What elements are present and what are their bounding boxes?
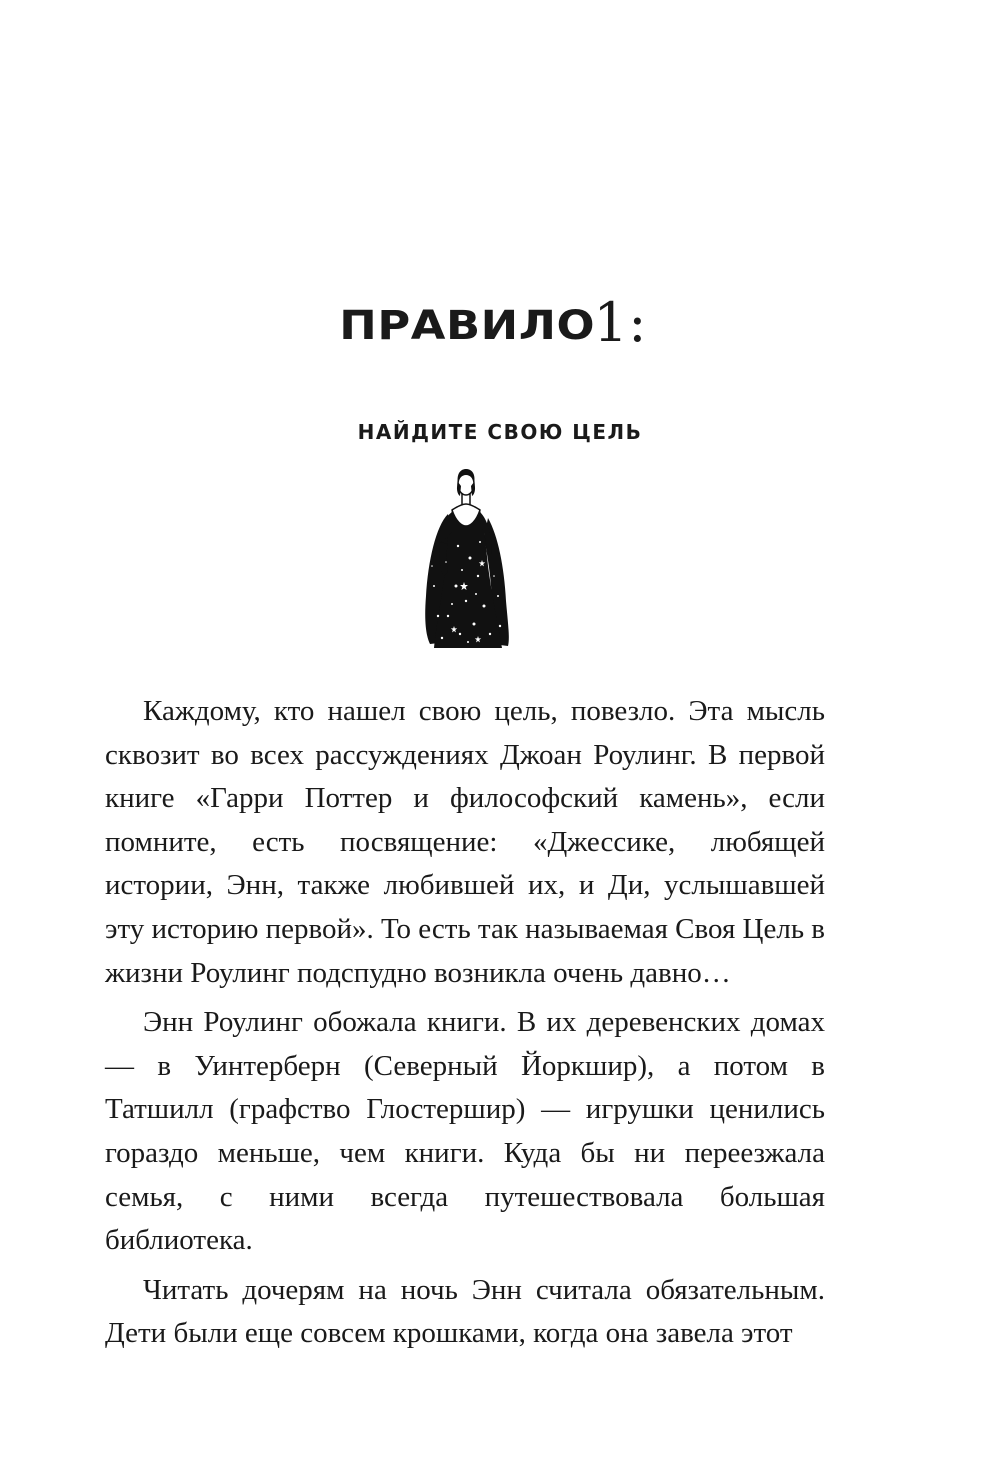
woman-in-starry-dress-icon <box>418 466 514 656</box>
rule-word: ПРАВИЛО <box>339 303 596 349</box>
paragraph-2: Энн Роулинг обожала книги. В их деревенских домах — в Уинтерберн (Северный Йоркшир), а потом в Татшилл (графство Глостершир) — игрушки ценились гораздо меньше, чем книги. Куда бы ни переезжала семья, с ними всегда путешествовала большая библиотека. <box>105 1006 825 1257</box>
chapter-subtitle: НАЙДИТЕ СВОЮ ЦЕЛЬ <box>357 420 643 444</box>
paragraph-1: Каждому, кто нашел свою цель, повезло. Эта мысль сквозит во всех рассуждениях Джоан Роулинг. В первой книге «Гарри Поттер и философский камень», если помните, есть посвящение: «Джессике, любящей истории, Энн, также любившей их, и Ди, услышавшей эту историю первой». То есть так называемая Своя Цель в жизни Роулинг подспудно возникла очень давно… <box>105 695 825 989</box>
rule-number: 1: <box>593 291 647 354</box>
paragraph-3: Читать дочерям на ночь Энн считала обязательным. Дети были еще совсем крошками, когда она завела этот <box>105 1273 825 1350</box>
chapter-title <box>0 288 1000 361</box>
body-text <box>105 690 825 1356</box>
